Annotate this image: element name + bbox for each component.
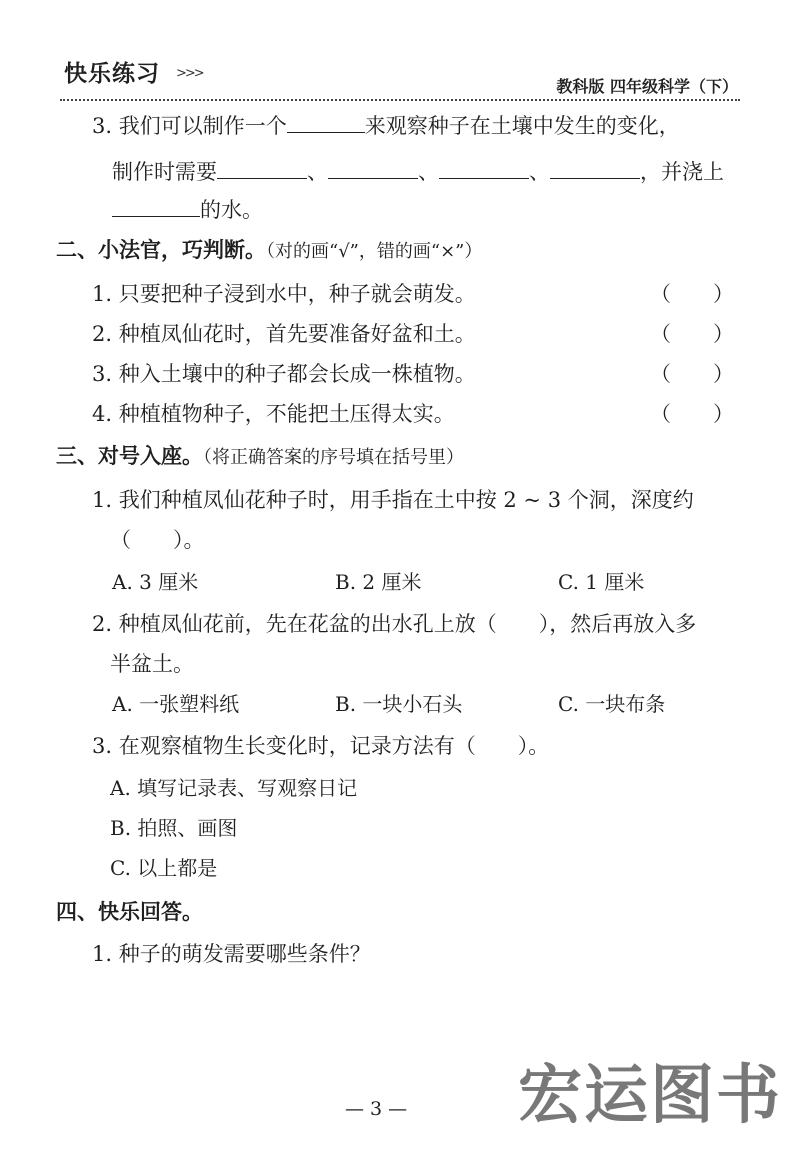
question-text: 的水。 — [200, 198, 263, 222]
section-note: （将正确答案的序号填在括号里） — [203, 447, 464, 468]
choice-question: 3. 在观察植物生长变化时，记录方法有（ ）。 — [92, 734, 550, 758]
choice-option[interactable]: A. 填写记录表、写观察日记 — [110, 776, 358, 800]
fill-blank-question — [92, 110, 680, 140]
judge-item: 2. 种植凤仙花时，首先要准备好盆和土。 — [92, 322, 476, 346]
choice-option[interactable]: C. 以上都是 — [110, 856, 218, 880]
section-heading — [56, 234, 482, 264]
answer-blank[interactable] — [328, 160, 418, 179]
question-text: ，并浇上 — [640, 160, 724, 184]
answer-paren[interactable]: （ ） — [650, 282, 734, 306]
choice-answer-paren[interactable]: （ ）。 — [110, 528, 205, 552]
open-question: 1. 种子的萌发需要哪些条件？ — [92, 942, 371, 966]
choice-option[interactable]: C. 一块布条 — [558, 692, 666, 716]
section-heading: 四、快乐回答。 — [56, 900, 203, 924]
answer-blank[interactable] — [112, 198, 200, 217]
separator: 、 — [418, 160, 439, 184]
section-note: （对的画“√”，错的画“×”） — [266, 241, 483, 262]
arrows-icon: >>> — [176, 66, 203, 81]
judge-item: 4. 种植植物种子，不能把土压得太实。 — [92, 402, 455, 426]
choice-option[interactable]: B. 拍照、画图 — [110, 816, 238, 840]
answer-blank[interactable] — [217, 160, 307, 179]
answer-blank[interactable] — [287, 114, 365, 133]
answer-paren[interactable]: （ ） — [650, 362, 734, 386]
question-text: 来观察种子在土壤中发生的变化， — [364, 114, 680, 138]
section-heading — [56, 440, 464, 470]
choice-option[interactable]: B. 2 厘米 — [335, 570, 422, 594]
choice-option[interactable]: C. 1 厘米 — [558, 570, 645, 594]
series-title: 快乐练习 — [64, 61, 160, 87]
header-divider — [60, 99, 740, 101]
publisher-watermark: 宏运图书 — [518, 1059, 782, 1133]
choice-option[interactable]: B. 一块小石头 — [335, 692, 463, 716]
choice-question: 2. 种植凤仙花前，先在花盆的出水孔上放（ ），然后再放入多 — [92, 612, 697, 636]
judge-item: 1. 只要把种子浸到水中，种子就会萌发。 — [92, 282, 476, 306]
answer-blank[interactable] — [439, 160, 529, 179]
edition-label: 教科版 四年级科学（下） — [556, 77, 738, 96]
separator: 、 — [529, 160, 550, 184]
question-text: 3. 我们可以制作一个 — [92, 114, 287, 138]
page-number: — 3 — — [345, 1098, 408, 1120]
answer-paren[interactable]: （ ） — [650, 322, 734, 346]
section-title: 三、对号入座。 — [56, 444, 203, 468]
separator: 、 — [307, 160, 328, 184]
judge-item: 3. 种入土壤中的种子都会长成一株植物。 — [92, 362, 476, 386]
choice-question: 半盆土。 — [110, 652, 194, 676]
answer-blank[interactable] — [550, 160, 640, 179]
section-title: 二、小法官，巧判断。 — [56, 238, 266, 262]
choice-option[interactable]: A. 一张塑料纸 — [112, 692, 240, 716]
fill-blank-line — [112, 156, 724, 186]
choice-option[interactable]: A. 3 厘米 — [112, 570, 199, 594]
answer-paren[interactable]: （ ） — [650, 402, 734, 426]
choice-question: 1. 我们种植凤仙花种子时，用手指在土中按 2 ~ 3 个洞，深度约 — [92, 488, 694, 512]
question-text: 制作时需要 — [112, 160, 217, 184]
fill-blank-line — [112, 194, 263, 224]
